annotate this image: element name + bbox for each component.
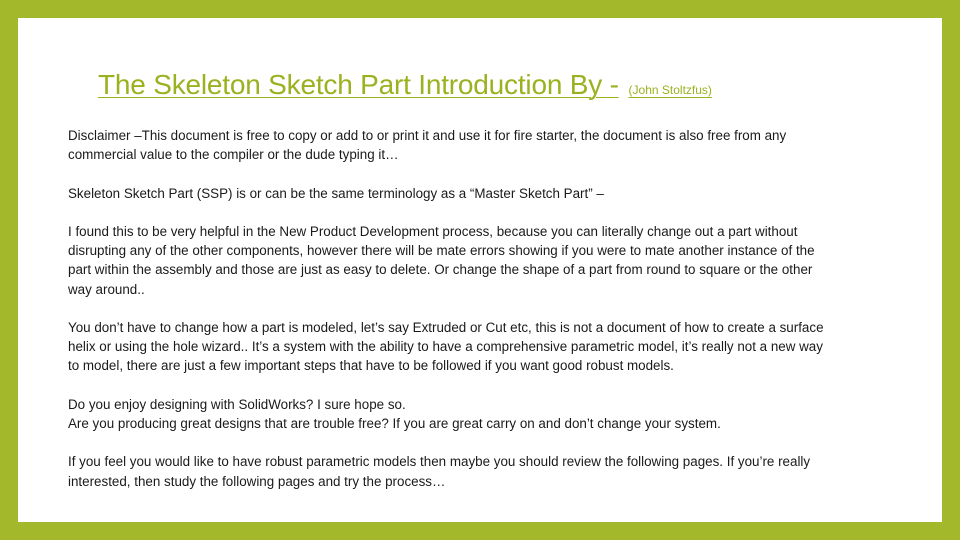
text-line: helix or using the hole wizard.. It’s a system with the ability to have a comprehensive parametric model, it’s really not a new way [68,339,823,355]
text-line: Skeleton Sketch Part (SSP) is or can be the same terminology as a “Master Sketch Part” – [68,185,604,201]
conclusion-paragraph [68,452,918,490]
text-line: way around.. [68,281,145,297]
text-line: interested, then study the following pages and try the process… [68,473,446,489]
text-line: part within the assembly and those are just as easy to delete. Or change the shape of a part from round to square or the other [68,262,813,278]
slide [18,18,942,522]
text-line: Are you producing great designs that are trouble free? If you are great carry on and don’t change your system. [68,415,721,431]
text-line: disrupting any of the other components, however there will be mate errors showing if you were to mate another instance of the [68,243,815,259]
disclaimer-paragraph [68,126,918,164]
author-name: (John Stoltzfus) [628,83,712,97]
text-line: You don’t have to change how a part is modeled, let’s say Extruded or Cut etc, this is not a document of how to create a surface [68,319,824,335]
text-line: to model, there are just a few important steps that have to be followed if you want good robust models. [68,358,674,374]
ssp-definition-paragraph [68,184,918,203]
body-text [68,126,918,491]
text-line: Disclaimer –This document is free to copy or add to or print it and use it for fire starter, the document is also free from any [68,128,787,143]
benefits-paragraph [68,222,918,299]
slide-title [98,68,712,107]
questions-paragraph [68,395,918,433]
modeling-paragraph [68,318,918,376]
text-line: I found this to be very helpful in the New Product Development process, because you can literally change out a part without [68,223,798,239]
text-line: commercial value to the compiler or the dude typing it… [68,147,399,163]
text-line: If you feel you would like to have robust parametric models then maybe you should review the following pages. If you’re really [68,454,811,470]
title-text: The Skeleton Sketch Part Introduction By - [98,69,619,100]
text-line: Do you enjoy designing with SolidWorks? I sure hope so. [68,396,406,412]
